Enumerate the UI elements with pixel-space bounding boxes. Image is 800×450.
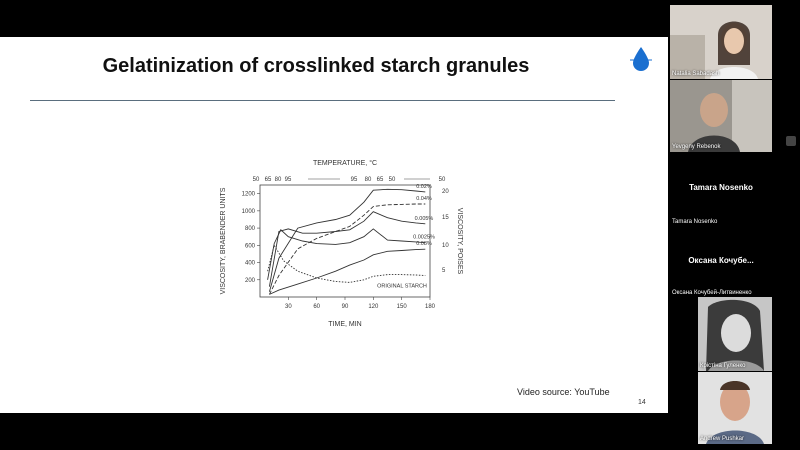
slide-title: Gelatinization of crosslinked starch granules xyxy=(102,55,530,77)
x-tick-label: 30 xyxy=(284,304,292,310)
series-line xyxy=(269,204,425,294)
viscosity-chart xyxy=(210,117,470,328)
x-tick-label: 90 xyxy=(341,304,349,310)
participant-display-name: Оксана Кочубе... xyxy=(688,256,754,265)
x-tick-label: 180 xyxy=(424,304,436,310)
series-label: 0.02% xyxy=(416,183,432,190)
top-tick-label: 95 xyxy=(350,177,358,183)
participant-tile-tamara[interactable] xyxy=(670,155,772,227)
x-tick-label: 60 xyxy=(313,304,321,310)
top-tick-label: 50 xyxy=(438,177,446,183)
series-label: ORIGINAL STARCH xyxy=(377,283,427,290)
top-tick-label: 65 xyxy=(376,177,384,183)
video-feed-kristina xyxy=(698,297,772,371)
series-label: 0.0025% xyxy=(413,234,435,241)
y-tick-label: 1200 xyxy=(241,191,255,198)
page-number: 14 xyxy=(638,399,646,406)
participant-tile-natalia[interactable] xyxy=(670,5,772,79)
video-feed-natalia xyxy=(670,5,772,79)
x-axis-label: TIME, MIN xyxy=(328,321,362,328)
participant-tile-oksana[interactable] xyxy=(670,230,772,298)
series-line xyxy=(268,229,426,280)
y-right-tick-label: 5 xyxy=(442,268,446,274)
participant-name: Andrew Pushkar xyxy=(700,436,745,442)
top-tick-label: 65 xyxy=(264,177,272,183)
top-axis-label: TEMPERATURE, °C xyxy=(312,160,378,167)
shared-slide xyxy=(0,37,668,413)
top-tick-label: 80 xyxy=(364,177,372,183)
y-tick-label: 600 xyxy=(244,243,255,250)
video-feed-yevgeny xyxy=(670,80,772,152)
y-right-tick-label: 15 xyxy=(442,215,449,221)
participant-name: Крістіна Гуленко xyxy=(700,363,746,369)
title-divider xyxy=(30,100,615,101)
participant-tile-kristina[interactable] xyxy=(698,297,772,371)
y-tick-label: 1000 xyxy=(241,208,255,215)
y-tick-label: 200 xyxy=(244,277,255,284)
y-right-tick-label: 20 xyxy=(442,189,449,195)
y-tick-label: 400 xyxy=(244,260,255,267)
top-tick-label: 50 xyxy=(388,177,396,183)
x-tick-label: 120 xyxy=(368,304,379,310)
top-tick-label: 95 xyxy=(284,177,292,183)
participants-panel xyxy=(668,0,800,450)
y-axis-label-right: VISCOSITY, POISES xyxy=(456,207,463,275)
water-drop-logo-icon xyxy=(630,45,652,73)
participant-display-name: Tamara Nosenko xyxy=(689,183,753,192)
participant-tile-andrew[interactable] xyxy=(698,372,772,444)
series-label: 0.04% xyxy=(416,195,432,202)
top-tick-label: 80 xyxy=(274,177,282,183)
y-tick-label: 800 xyxy=(244,226,255,233)
participant-name: Natalia Sabadash xyxy=(672,71,720,77)
participant-name: Tamara Nosenko xyxy=(672,219,718,225)
camera-toggle-icon[interactable] xyxy=(786,136,796,146)
participant-name: Оксана Кочубей-Литвиненко xyxy=(672,290,752,296)
y-axis-label-left: VISCOSITY, BRABENDER UNITS xyxy=(220,187,227,295)
top-tick-label: 50 xyxy=(252,177,260,183)
video-source-note: Video source: YouTube xyxy=(517,387,610,397)
x-tick-label: 150 xyxy=(396,304,407,310)
participant-tile-yevgeny[interactable] xyxy=(670,80,772,152)
series-label: 0.005% xyxy=(414,215,434,222)
participant-name: Yevgeny Rebenok xyxy=(672,144,721,150)
series-label: 0.08% xyxy=(416,241,432,248)
video-feed-andrew xyxy=(698,372,772,444)
series-line xyxy=(269,212,427,290)
y-right-tick-label: 10 xyxy=(442,243,449,249)
